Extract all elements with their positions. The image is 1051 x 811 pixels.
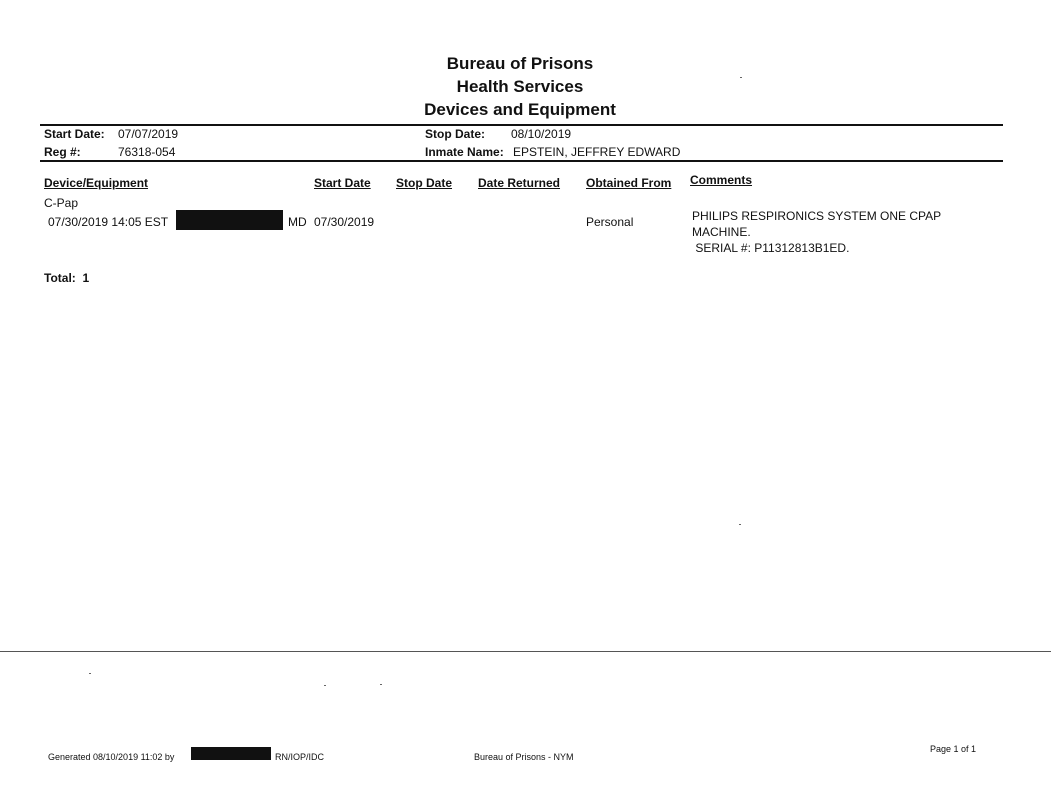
footer-generated: Generated 08/10/2019 11:02 by bbox=[48, 752, 175, 762]
col-device: Device/Equipment bbox=[44, 176, 149, 190]
stop-date-label: Stop Date: bbox=[425, 127, 485, 141]
scan-speck bbox=[324, 685, 326, 686]
stop-date-value: 08/10/2019 bbox=[511, 127, 572, 141]
inmate-name-value: EPSTEIN, JEFFREY EDWARD bbox=[513, 145, 681, 159]
org-title: Bureau of Prisons bbox=[446, 54, 594, 73]
header-rule bbox=[40, 124, 1003, 126]
row-comment-line-3: SERIAL #: P11312813B1ED. bbox=[692, 241, 850, 255]
col-stop-date: Stop Date bbox=[396, 176, 453, 190]
report-title: Devices and Equipment bbox=[424, 100, 616, 119]
col-start-date: Start Date bbox=[314, 176, 371, 190]
total-count: Total: 1 bbox=[44, 271, 90, 285]
scan-speck bbox=[380, 684, 382, 685]
scan-speck bbox=[739, 524, 741, 525]
col-comments: Comments bbox=[690, 173, 753, 187]
device-name: C-Pap bbox=[44, 196, 79, 210]
row-start-date: 07/30/2019 bbox=[314, 215, 375, 229]
dept-title: Health Services bbox=[456, 77, 584, 96]
scan-speck bbox=[740, 77, 742, 78]
scan-speck bbox=[89, 673, 91, 674]
redacted-provider bbox=[176, 210, 283, 230]
reg-value: 76318-054 bbox=[118, 145, 176, 159]
inmate-name-label: Inmate Name: bbox=[425, 145, 504, 159]
reg-label: Reg #: bbox=[44, 145, 81, 159]
row-comment-line-1: PHILIPS RESPIRONICS SYSTEM ONE CPAP bbox=[692, 209, 942, 223]
start-date-value: 07/07/2019 bbox=[118, 127, 179, 141]
info-rule bbox=[40, 160, 1003, 162]
col-obtained-from: Obtained From bbox=[586, 176, 672, 190]
footer-role: RN/IOP/IDC bbox=[275, 752, 325, 762]
footer-location: Bureau of Prisons - NYM bbox=[474, 752, 574, 762]
col-date-returned: Date Returned bbox=[478, 176, 561, 190]
page-divider bbox=[0, 651, 1051, 652]
row-comment-line-2: MACHINE. bbox=[692, 225, 751, 239]
footer-page: Page 1 of 1 bbox=[930, 744, 977, 754]
redacted-author bbox=[191, 747, 271, 760]
start-date-label: Start Date: bbox=[44, 127, 105, 141]
row-provider-suffix: MD bbox=[288, 215, 307, 229]
row-obtained-from: Personal bbox=[586, 215, 634, 229]
row-timestamp: 07/30/2019 14:05 EST bbox=[48, 215, 169, 229]
